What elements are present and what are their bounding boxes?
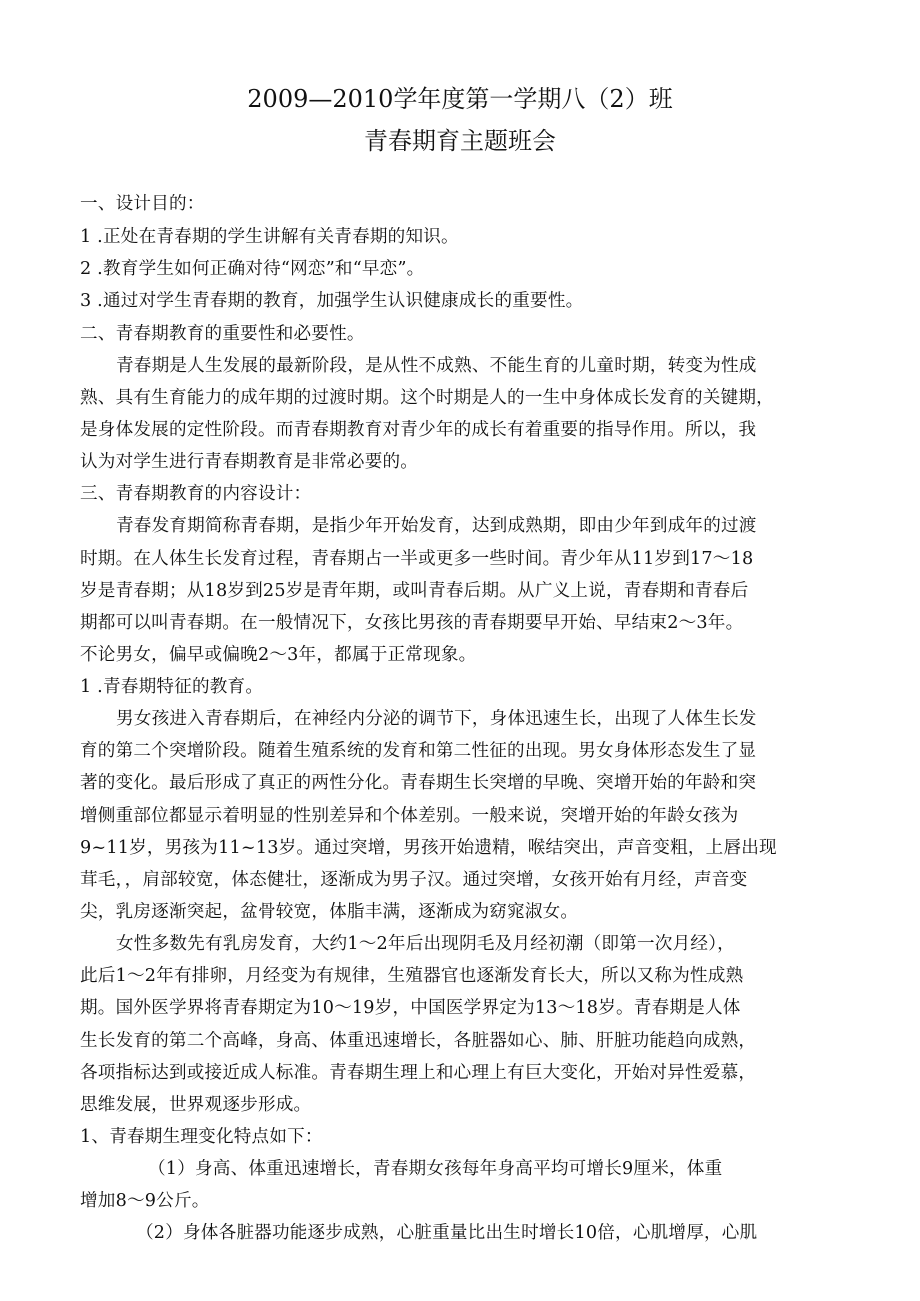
- paragraph-line: 青春期是人生发展的最新阶段，是从性不成熟、不能生育的儿童时期，转变为性成: [116, 356, 757, 376]
- paragraph-line: 岁是青春期；从18岁到25岁是青年期，或叫青春后期。从广义上说，青春期和青春后: [80, 581, 749, 601]
- section-heading: 二、青春期教育的重要性和必要性。: [80, 324, 365, 344]
- paragraph-line: 时期。在人体生长发育过程，青春期占一半或更多一些时间。青少年从11岁到17～18: [80, 549, 754, 569]
- paragraph-line: 各项指标达到或接近成人标准。青春期生理上和心理上有巨大变化，开始对异性爱慕，: [80, 1063, 757, 1083]
- paragraph-line: 熟、具有生育能力的成年期的过渡时期。这个时期是人的一生中身体成长发育的关键期，: [80, 388, 774, 408]
- paragraph-line: 此后1～2年有排卵，月经变为有规律，生殖器官也逐渐发育长大，所以又称为性成熟: [80, 966, 744, 986]
- paragraph-line: 青春发育期简称青春期，是指少年开始发育，达到成熟期，即由少年到成年的过渡: [116, 516, 757, 536]
- paragraph-line: （1）身高、体重迅速增长，青春期女孩每年身高平均可增长9厘米，体重: [148, 1159, 723, 1179]
- paragraph-line: 期。国外医学界将青春期定为10～19岁，中国医学界定为13～18岁。青春期是人体: [80, 998, 741, 1018]
- subsection-heading: 1、青春期生理变化特点如下：: [80, 1127, 323, 1147]
- paragraph-line: 9~11岁，男孩为11~13岁。通过突增，男孩开始遗精，喉结突出，声音变粗，上唇出现: [80, 838, 777, 858]
- document-subtitle: 青春期育主题班会: [364, 127, 556, 155]
- list-item: 2 .教育学生如何正确对待“网恋”和“早恋”。: [80, 259, 425, 279]
- paragraph-line: 思维发展，世界观逐步形成。: [80, 1095, 312, 1115]
- paragraph-line: 认为对学生进行青春期教育是非常必要的。: [80, 452, 419, 472]
- paragraph-line: 男女孩进入青春期后，在神经内分泌的调节下，身体迅速生长，出现了人体生长发: [116, 709, 757, 729]
- list-item: 3 .通过对学生青春期的教育，加强学生认识健康成长的重要性。: [80, 291, 584, 311]
- paragraph-line: 生长发育的第二个高峰，身高、体重迅速增长，各脏器如心、肺、肝脏功能趋向成熟，: [80, 1031, 757, 1051]
- paragraph-line: 是身体发展的定性阶段。而青春期教育对青少年的成长有着重要的指导作用。所以，我: [80, 420, 757, 440]
- paragraph-line: 著的变化。最后形成了真正的两性分化。青春期生长突增的早晚、突增开始的年龄和突: [80, 773, 757, 793]
- subsection-heading: 1 .青春期特征的教育。: [80, 677, 264, 697]
- paragraph-line: 茸毛，，肩部较宽，体态健壮，逐渐成为男子汉。通过突增，女孩开始有月经，声音变: [80, 870, 748, 890]
- paragraph-line: 尖，乳房逐渐突起，盆骨较宽，体脂丰满，逐渐成为窈窕淑女。: [80, 902, 579, 922]
- paragraph-line: 增加8～9公斤。: [80, 1191, 210, 1211]
- paragraph-line: 期都可以叫青春期。在一般情况下，女孩比男孩的青春期要早开始、早结束2～3年。: [80, 613, 744, 633]
- document-title: 2009—2010学年度第一学期八（2）班: [247, 85, 673, 113]
- paragraph-line: 育的第二个突增阶段。随着生殖系统的发育和第二性征的出现。男女身体形态发生了显: [80, 741, 757, 761]
- paragraph-line: 女性多数先有乳房发育，大约1～2年后出现阴毛及月经初潮（即第一次月经），: [116, 934, 735, 954]
- paragraph-line: （2）身体各脏器功能逐步成熟，心脏重量比出生时增长10倍，心肌增厚，心肌: [136, 1223, 758, 1243]
- paragraph-line: 增侧重部位都显示着明显的性别差异和个体差别。一般来说，突增开始的年龄女孩为: [80, 806, 739, 826]
- list-item: 1 .正处在青春期的学生讲解有关青春期的知识。: [80, 227, 459, 247]
- section-heading: 三、青春期教育的内容设计：: [80, 484, 312, 504]
- section-heading: 一、设计目的：: [80, 194, 205, 214]
- paragraph-line: 不论男女，偏早或偏晚2～3年，都属于正常现象。: [80, 645, 477, 665]
